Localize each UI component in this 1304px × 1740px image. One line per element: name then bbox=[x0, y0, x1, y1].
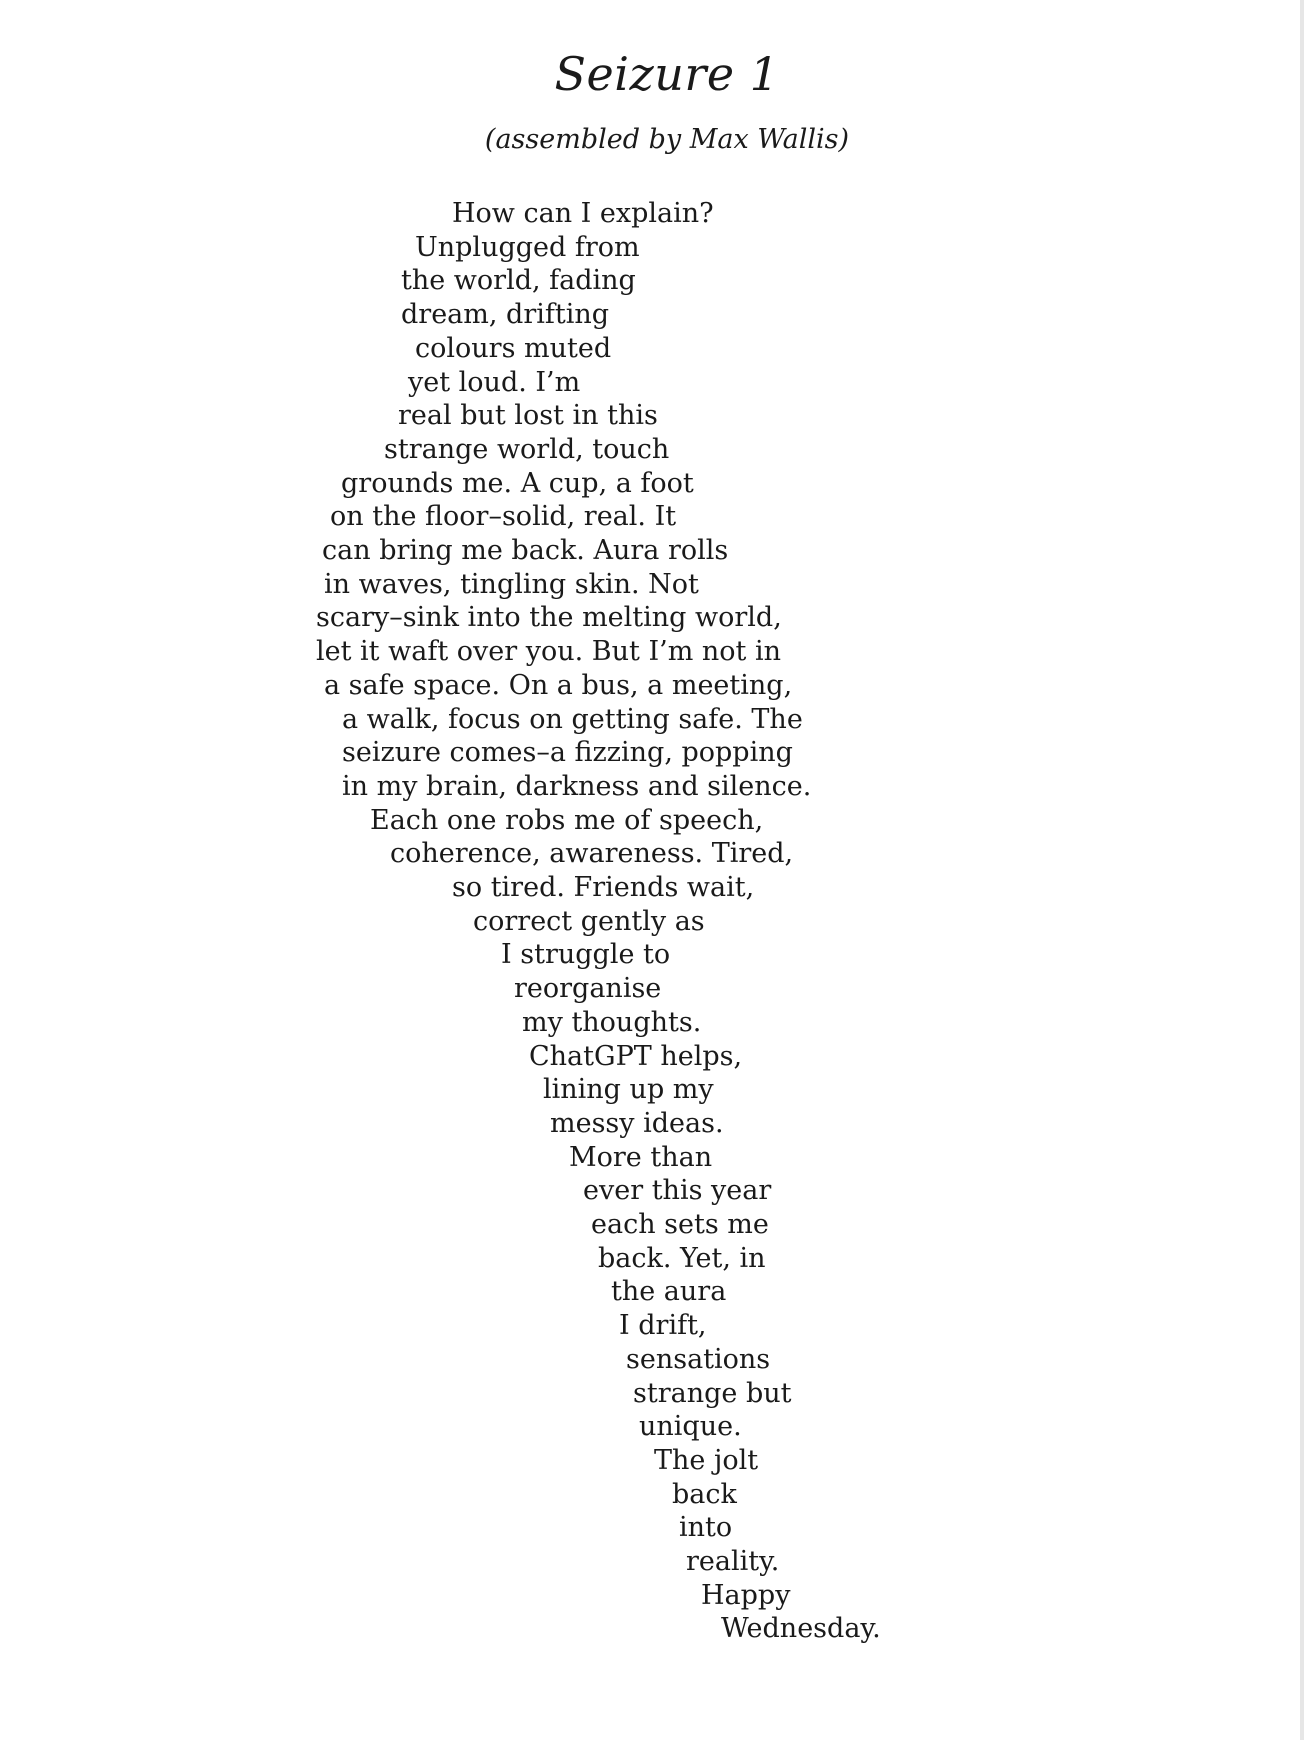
poem-line: I drift, bbox=[619, 1310, 707, 1342]
poem-line: correct gently as bbox=[473, 905, 705, 937]
poem-line: yet loud. I’m bbox=[408, 366, 581, 398]
poem-title: Seizure 1 bbox=[554, 47, 780, 101]
poem-line: a safe space. On a bus, a meeting, bbox=[324, 669, 793, 701]
poem-line: the world, fading bbox=[401, 265, 636, 297]
poem-line: How can I explain? bbox=[452, 198, 714, 229]
poem-line: on the floor–solid, real. It bbox=[330, 501, 677, 533]
poem-line: More than bbox=[569, 1141, 713, 1173]
poem-line: reorganise bbox=[514, 973, 662, 1005]
poem-line: sensations bbox=[626, 1343, 771, 1375]
poem-line: lining up my bbox=[543, 1074, 714, 1106]
poem-line: real but lost in this bbox=[398, 400, 658, 432]
poem-line: unique. bbox=[639, 1411, 742, 1443]
poem-line: into bbox=[679, 1512, 733, 1544]
poem-line: Each one robs me of speech, bbox=[370, 804, 764, 836]
poem-line: back bbox=[672, 1478, 737, 1510]
poem-line: The jolt bbox=[654, 1444, 759, 1476]
poem-line: strange but bbox=[633, 1377, 792, 1409]
poem-line: each sets me bbox=[591, 1209, 769, 1240]
poem-line: ever this year bbox=[583, 1175, 772, 1207]
poem-line: in my brain, darkness and silence. bbox=[342, 770, 812, 802]
poem-line: can bring me back. Aura rolls bbox=[322, 535, 729, 566]
poem-line: seizure comes–a fizzing, popping bbox=[342, 737, 793, 769]
poem-line: so tired. Friends wait, bbox=[452, 872, 755, 903]
poem-line: messy ideas. bbox=[550, 1107, 724, 1139]
poem-line: my thoughts. bbox=[522, 1006, 702, 1038]
poem-line: strange world, touch bbox=[384, 433, 670, 465]
poem-line: back. Yet, in bbox=[598, 1242, 766, 1274]
poem-line: dream, drifting bbox=[401, 299, 610, 331]
poem-line: coherence, awareness. Tired, bbox=[390, 838, 794, 870]
poem-line: colours muted bbox=[415, 332, 612, 364]
poem-line: Wednesday. bbox=[721, 1613, 881, 1645]
poem-line: Unplugged from bbox=[415, 231, 640, 263]
poem-line: let it waft over you. But I’m not in bbox=[316, 636, 781, 668]
poem-line: I struggle to bbox=[501, 939, 671, 971]
poem-line: reality. bbox=[686, 1546, 780, 1577]
poem-line: ChatGPT helps, bbox=[529, 1040, 743, 1072]
poem-byline: (assembled by Max Wallis) bbox=[484, 124, 850, 155]
poem-line: a walk, focus on getting safe. The bbox=[342, 703, 803, 735]
poem-line: grounds me. A cup, a foot bbox=[341, 467, 694, 499]
poem-line: Happy bbox=[701, 1579, 791, 1611]
poem-line: scary–sink into the melting world, bbox=[316, 602, 782, 634]
poem-line: the aura bbox=[611, 1276, 727, 1308]
poem-line: in waves, tingling skin. Not bbox=[324, 568, 699, 600]
